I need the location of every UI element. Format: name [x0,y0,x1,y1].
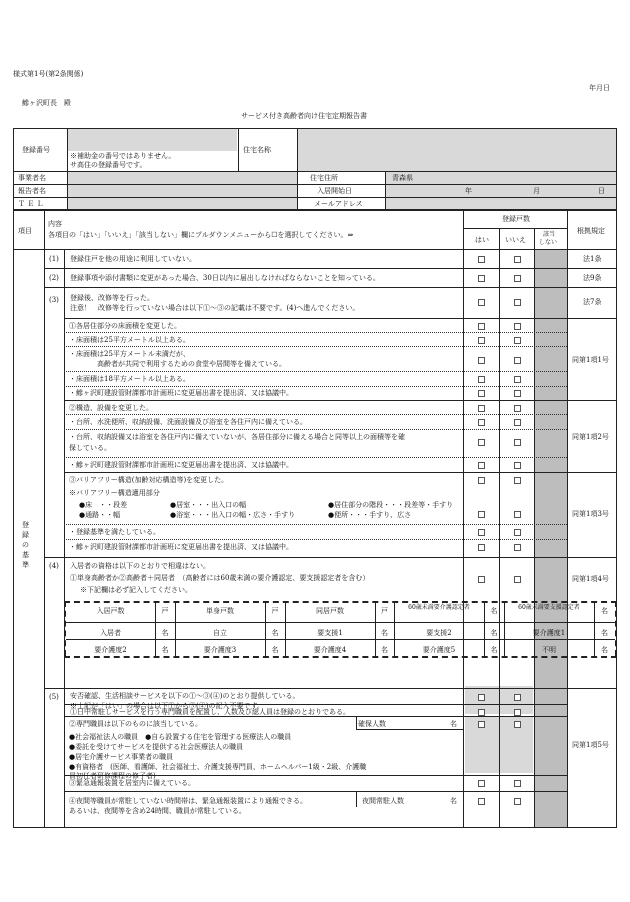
content-header: 内容 [48,220,62,228]
row5c-text: ③緊急通報装置を居室内に備えている。 [69,779,195,787]
row3b2-text1: ・台所、収納設備又は浴室を各住戸内に備えていないが、各居住部分に備える場合と同等以上の面積等を確 [69,433,405,441]
yes-checkbox[interactable] [478,721,485,728]
resident-grid-row3-cell-0: 要介護度2 [94,646,127,654]
row5d-text1: ④夜間等職員が常駐していない時間帯は、緊急通報装置により通報できる。 [69,797,307,805]
address-field[interactable] [385,172,616,209]
resident-grid-row2-cell-0: 入居者 [100,629,121,637]
row3-basis: 法7条 [583,298,602,306]
row5b-staff-label: 確保人数 [358,720,386,728]
resident-grid-row1-cell-3: 戸 [271,607,279,615]
row3c-text: ③バリアフリー構造(加齢対応構造等)を変更した。 [69,476,229,484]
yes-checkbox[interactable] [478,511,485,518]
no-checkbox[interactable] [514,357,521,364]
document-title: サービス付き高齢者向け住宅定期報告書 [241,112,367,120]
no-checkbox[interactable] [514,576,521,583]
row1-text: 登録住戸を他の用途に利用していない。 [70,255,196,263]
resident-grid-row3-cell-9: 名 [601,646,608,654]
addressee: 鰺ヶ沢町長 殿 [22,99,71,107]
resident-grid-row1-cell-8: 60歳未満要支援認定者 [518,604,580,611]
yes-checkbox[interactable] [478,299,485,306]
no-checkbox[interactable] [514,511,521,518]
row4-number: (4) [49,562,59,570]
na-column [534,249,567,827]
row1-basis: 法1条 [583,255,602,263]
resident-grid-row2-cell-9: 名 [601,629,608,637]
row3c-sub: ※バリアフリー構造適用部分 [69,489,160,497]
na-header-2: しない [539,239,558,246]
mail-label: メールアドレス [314,200,363,208]
yes-checkbox[interactable] [478,337,485,344]
house-name-label: 住宅名称 [243,146,271,154]
barrier-free-floor: ●床 ・・段差 [79,501,128,509]
resident-grid-row1-cell-2: 単身戸数 [206,607,234,615]
no-checkbox[interactable] [514,798,521,805]
row5-number: (5) [49,693,59,701]
row3c2-text: ・鰺ヶ沢町建設管財課都市計画班に変更届出書を提出済、又は協議中。 [69,543,293,551]
yes-checkbox[interactable] [478,576,485,583]
row3b-basis: 同第1項2号 [572,433,609,441]
item-header: 項目 [18,227,32,235]
content-note: 各項目の「はい」「いいえ」「該当しない」欄にプルダウンメニューから☐を選択してください。⇒ [48,231,354,239]
row3c-basis: 同第1項3号 [572,510,609,518]
yes-checkbox[interactable] [478,390,485,397]
row5d-staff-unit: 名 [450,797,457,805]
yes-checkbox[interactable] [478,477,485,484]
report-date: 年月日 [589,84,610,92]
resident-grid-row3-cell-6: 要介護度5 [422,646,456,654]
row5a-text: ①日中常駐しサービスを行う専門職員を配置し、人数及び総人員は登録のとおりである。 [70,708,350,716]
row3-text1: 登録後、改修等を行った。 [70,294,154,302]
row5d-text2: あるいは、夜間等を含め24時間、職員が常駐している。 [69,807,246,815]
side-label: 登録の基準 [22,521,29,569]
no-checkbox[interactable] [514,299,521,306]
resident-grid-row2-cell-4: 要支援1 [317,629,343,637]
no-checkbox[interactable] [514,275,521,282]
row3b1-text: ・台所、水洗便所、収納設備、洗面設備及び浴室を各住戸内に備えている。 [69,418,307,426]
no-checkbox[interactable] [514,405,521,412]
yes-checkbox[interactable] [478,256,485,263]
start-day: 日 [598,187,605,195]
yes-checkbox[interactable] [478,529,485,536]
row5b2-text: ●委託を受けてサービスを提供する社会医療法人の職員 [69,743,244,751]
no-checkbox[interactable] [514,439,521,446]
resident-grid-row3-cell-4: 要介護度4 [313,646,347,654]
no-checkbox[interactable] [514,419,521,426]
barrier-free-toilet: ●便所・・・手すり、広さ [328,511,412,519]
barrier-free-room: ●居室・・・出入口の幅 [170,501,247,509]
resident-grid-row2-cell-6: 要支援2 [426,629,452,637]
yes-checkbox[interactable] [478,419,485,426]
operator-field[interactable] [67,172,297,209]
resident-grid-row2-cell-7: 名 [490,629,498,637]
row3a1-text: ・床面積は25平方メートル以上ある。 [69,336,190,344]
row4-text3: ※下記欄は必ず記入してください。 [80,586,192,594]
resident-grid-row1-cell-6: 60歳未満要介護認定者 [408,604,470,611]
row4-text2: ①単身高齢者か②高齢者＋同居者 （高齢者には60歳未満の要介護認定、要支援認定者を含む） [70,574,370,582]
row3b3-text: ・鰺ヶ沢町建設管財課都市計画班に変更届出書を提出済、又は協議中。 [69,461,293,469]
row1-number: (1) [49,255,59,263]
barrier-free-stairs: ●居住部分の階段・・・段差等・手すり [328,501,454,509]
resident-grid-row2-cell-3: 名 [271,629,279,637]
yes-checkbox[interactable] [478,709,485,716]
yes-checkbox[interactable] [478,323,485,330]
yes-checkbox[interactable] [478,405,485,412]
no-checkbox[interactable] [514,323,521,330]
resident-grid-row2-cell-5: 名 [381,629,388,637]
yes-checkbox[interactable] [478,544,485,551]
row5-text1: 安否確認、生活相談サービスを以下の①～③(④)のとおり提供している。 [70,692,300,700]
form-number: 様式第1号(第2条関係) [13,70,84,78]
resident-grid-row1-cell-0: 入居戸数 [96,607,125,615]
resident-grid-row1-cell-5: 戸 [381,607,388,615]
no-checkbox[interactable] [514,337,521,344]
address-value: 青森県 [392,174,413,182]
tel-label: Ｔ Ｅ Ｌ [18,200,44,208]
reg-no-field[interactable] [67,129,237,151]
yes-checkbox[interactable] [478,439,485,446]
yes-checkbox[interactable] [478,694,485,701]
no-checkbox[interactable] [514,390,521,397]
row2-basis: 法9条 [583,274,602,282]
row2-text: 登録事項や添付書類に変更があった場合、30日以内に届出しなければならないことを知っている。 [70,274,380,282]
reg-no-label: 登録番号 [22,146,50,154]
start-year: 年 [465,187,472,195]
no-checkbox[interactable] [514,780,521,787]
row5b4-text2: 員初任者研修課程の修了者) [69,772,156,780]
resident-grid-row1-cell-9: 名 [601,607,608,615]
no-checkbox[interactable] [514,462,521,469]
row3a-text: ①各居住部分の床面積を変更した。 [69,322,181,330]
yes-header: はい [475,236,489,244]
row3a-basis: 同第1項1号 [572,356,609,364]
resident-grid-row1-cell-1: 戸 [161,607,169,615]
row5b4-text1: ●有資格者 (医師、看護師、社会福祉士、介護支援専門員、ホームヘルパー1級・2級、介護職 [69,763,367,771]
resident-grid-row2-cell-1: 名 [161,629,169,637]
resident-grid-row3-cell-7: 名 [490,646,498,654]
row3a4-text: ・鰺ヶ沢町建設管財課都市計画班に変更届出書を提出済、又は協議中。 [69,389,293,397]
address-label: 住宅住所 [310,174,338,182]
start-month: 月 [533,187,540,195]
resident-grid-row1-cell-7: 名 [490,607,498,615]
no-checkbox[interactable] [514,544,521,551]
row5b-staff-unit: 名 [450,720,457,728]
reg-no-note1: ※補助金の番号ではありません。 [70,152,176,160]
resident-grid-row2-cell-2: 自立 [213,629,227,637]
resident-grid-row3-cell-5: 名 [381,646,388,654]
start-date-label: 入居開始日 [317,187,352,195]
row3b-text: ②構造、設備を変更した。 [69,404,153,412]
row3-text2: 注意！ 改修等を行っていない場合は以下①～③の記載は不要です。(4)へ進んでください。 [70,304,360,312]
house-name-field[interactable] [298,129,616,171]
row5b3-text: ●居宅介護サービス事業者の職員 [69,753,174,761]
no-checkbox[interactable] [514,256,521,263]
row5d-staff-label: 夜間常駐人数 [362,797,404,805]
no-checkbox[interactable] [514,529,521,536]
row4-basis: 同第1項4号 [572,575,609,583]
row4-text1: 入居者の資格は以下のとおりで相違はない。 [70,562,210,570]
count-header: 登録戸数 [502,215,530,223]
yes-checkbox[interactable] [478,275,485,282]
resident-grid-row3-cell-2: 要介護度3 [203,646,237,654]
yes-checkbox[interactable] [478,376,485,383]
na-header-1: 該当 [543,231,556,238]
row5b-text: ②専門職員は以下のものに該当している。 [69,720,202,728]
yes-checkbox[interactable] [478,780,485,787]
no-checkbox[interactable] [514,721,521,728]
resident-grid-row2-cell-8: 要介護度1 [532,629,566,637]
row3b2-text2: 保している。 [69,444,111,452]
row3a2-text2: 高齢者が共同で利用するための食堂や居間等を備えている。 [97,360,286,368]
no-header: いいえ [505,236,526,244]
resident-grid-row1-cell-4: 同居戸数 [316,607,344,615]
no-checkbox[interactable] [514,694,521,701]
no-checkbox[interactable] [514,376,521,383]
basis-header: 根拠規定 [577,227,605,235]
yes-checkbox[interactable] [478,462,485,469]
row5-basis: 同第1項5号 [572,741,609,749]
no-checkbox[interactable] [514,477,521,484]
row3c1-text: ・登録基準を満たしている。 [69,528,160,536]
resident-grid-row3-cell-8: 不明 [542,646,556,654]
row3a2-text1: ・床面積は25平方メートル未満だが、 [69,350,190,358]
reg-no-note2: サ高住の登録番号です。 [70,161,147,169]
yes-checkbox[interactable] [478,357,485,364]
operator-label: 事業者名 [18,174,46,182]
resident-grid-row3-cell-3: 名 [271,646,279,654]
barrier-free-bath: ●浴室・・・出入口の幅・広さ・手すり [170,511,296,519]
row2-number: (2) [49,274,59,282]
row3-number: (3) [49,296,59,304]
barrier-free-passage: ●通路・・幅 [79,511,121,519]
no-checkbox[interactable] [514,709,521,716]
yes-checkbox[interactable] [478,798,485,805]
row5-text2: ※上記が「はい」の場合は以下①から③(④)の記入不要です。 [70,702,264,710]
row3a3-text: ・床面積は18平方メートル以上ある。 [69,375,190,383]
row5b1-text: ●社会福祉法人の職員 ●自ら設置する住宅を管理する医療法人の職員 [69,733,292,741]
reporter-label: 報告者名 [18,187,46,195]
resident-grid-row3-cell-1: 名 [161,646,169,654]
